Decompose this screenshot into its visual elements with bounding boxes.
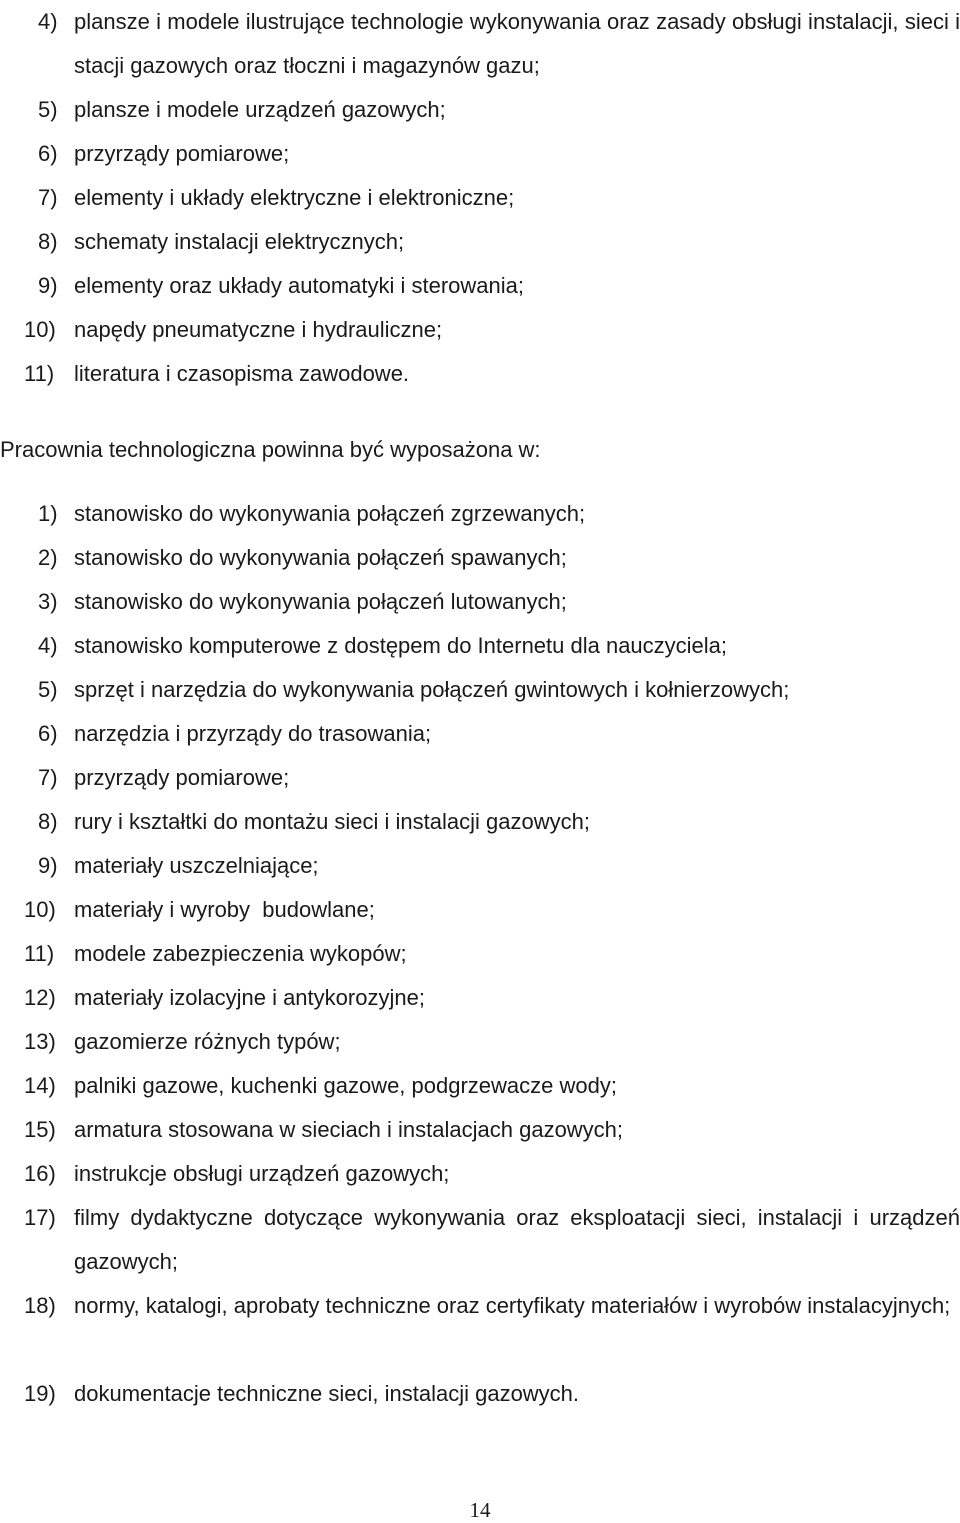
list-item: [0, 220, 960, 264]
list-item-number: 18): [24, 1293, 56, 1318]
list-item: [0, 1108, 960, 1152]
list-item: [0, 308, 960, 352]
list-item-text: materiały i wyroby budowlane;: [74, 897, 375, 922]
list-item-text: dokumentacje techniczne sieci, instalacji gazowych.: [74, 1381, 580, 1406]
list-item-number: 4): [38, 633, 58, 658]
list-item-text: elementy i układy elektryczne i elektroniczne;: [74, 185, 515, 210]
list-item-text: rury i kształtki do montażu sieci i instalacji gazowych;: [74, 809, 590, 834]
list-item-number: 12): [24, 985, 56, 1010]
list-item-number: 8): [38, 229, 58, 254]
list-item-number: 15): [24, 1117, 56, 1142]
list-item-text: stanowisko do wykonywania połączeń zgrzewanych;: [74, 501, 586, 526]
list-item: [0, 132, 960, 176]
list-item-number: 16): [24, 1161, 56, 1186]
list-item-text: elementy oraz układy automatyki i sterowania;: [74, 273, 524, 298]
list-item: [0, 352, 960, 396]
list-item-text: materiały uszczelniające;: [74, 853, 319, 878]
list-item: [0, 844, 960, 888]
list-item: [0, 1020, 960, 1064]
list-item-number: 3): [38, 589, 58, 614]
list-item: [0, 492, 960, 536]
list-item: [0, 536, 960, 580]
section-heading: Pracownia technologiczna powinna być wyposażona w:: [0, 437, 541, 462]
list-item: [0, 176, 960, 220]
list-item-number: 11): [24, 941, 55, 966]
list-item: [0, 756, 960, 800]
list-item-text: modele zabezpieczenia wykopów;: [74, 941, 407, 966]
list-item-text: sprzęt i narzędzia do wykonywania połączeń gwintowych i kołnierzowych;: [74, 677, 790, 702]
list-item: [0, 800, 960, 844]
list-item-number: 14): [24, 1073, 56, 1098]
list-item: [0, 1152, 960, 1196]
list-item-number: 9): [38, 853, 58, 878]
list-item-number: 17): [24, 1205, 56, 1230]
list-item-text: napędy pneumatyczne i hydrauliczne;: [74, 317, 443, 342]
list-item: [0, 264, 960, 308]
list-item: [0, 1064, 960, 1108]
list-item-number: 5): [38, 97, 58, 122]
list-item-text: przyrządy pomiarowe;: [74, 141, 290, 166]
list-item-number: 1): [38, 501, 58, 526]
list-item-number: 11): [24, 361, 55, 386]
list-item-text: normy, katalogi, aprobaty techniczne oraz certyfikaty materiałów i wyrobów instalacyjnych;: [74, 1293, 951, 1318]
list-item: [0, 712, 960, 756]
list-item-number: 7): [38, 185, 58, 210]
list-item-text: materiały izolacyjne i antykorozyjne;: [74, 985, 425, 1010]
list-item-text: filmy dydaktyczne dotyczące wykonywania oraz eksploatacji sieci, instalacji i urządzeń gazowych;: [74, 1205, 960, 1274]
list-item-text: stanowisko komputerowe z dostępem do Internetu dla nauczyciela;: [74, 633, 728, 658]
list-item: [0, 976, 960, 1020]
list-item-text: plansze i modele urządzeń gazowych;: [74, 97, 446, 122]
list-item-text: stanowisko do wykonywania połączeń spawanych;: [74, 545, 567, 570]
list-item-text: armatura stosowana w sieciach i instalacjach gazowych;: [74, 1117, 624, 1142]
list-item-text: narzędzia i przyrządy do trasowania;: [74, 721, 432, 746]
list-item: [0, 0, 960, 88]
list-item-number: 2): [38, 545, 58, 570]
list-item-number: 9): [38, 273, 58, 298]
list-item-text: schematy instalacji elektrycznych;: [74, 229, 405, 254]
list-item: [0, 88, 960, 132]
list-item-number: 4): [38, 9, 58, 34]
list-item-text: instrukcje obsługi urządzeń gazowych;: [74, 1161, 450, 1186]
list-item-number: 8): [38, 809, 58, 834]
list-item: [0, 624, 960, 668]
list-item-number: 13): [24, 1029, 56, 1054]
page-number: 14: [469, 1498, 491, 1522]
list-item-text: literatura i czasopisma zawodowe.: [74, 361, 410, 386]
list-item-number: 10): [24, 897, 56, 922]
workshop-equipment-list: [0, 492, 960, 1416]
list-item: [0, 1284, 960, 1372]
list-item-number: 7): [38, 765, 58, 790]
list-item: [0, 580, 960, 624]
list-item: [0, 932, 960, 976]
list-item-number: 5): [38, 677, 58, 702]
list-item-text: gazomierze różnych typów;: [74, 1029, 341, 1054]
list-item-number: 19): [24, 1381, 56, 1406]
list-item: [0, 668, 960, 712]
list-item: [0, 1372, 960, 1416]
list-item-text: palniki gazowe, kuchenki gazowe, podgrzewacze wody;: [74, 1073, 617, 1098]
list-item-text: przyrządy pomiarowe;: [74, 765, 290, 790]
list-item-number: 10): [24, 317, 56, 342]
list-item-text: plansze i modele ilustrujące technologie wykonywania oraz zasady obsługi instalacji, sieci i stacji gazowych oraz tłoczni i magazynów gazu;: [74, 9, 960, 78]
list-item-text: stanowisko do wykonywania połączeń lutowanych;: [74, 589, 567, 614]
list-item-number: 6): [38, 721, 58, 746]
list-item: [0, 1196, 960, 1284]
list-item-number: 6): [38, 141, 58, 166]
list-item: [0, 888, 960, 932]
equipment-list-continued: [0, 0, 960, 396]
